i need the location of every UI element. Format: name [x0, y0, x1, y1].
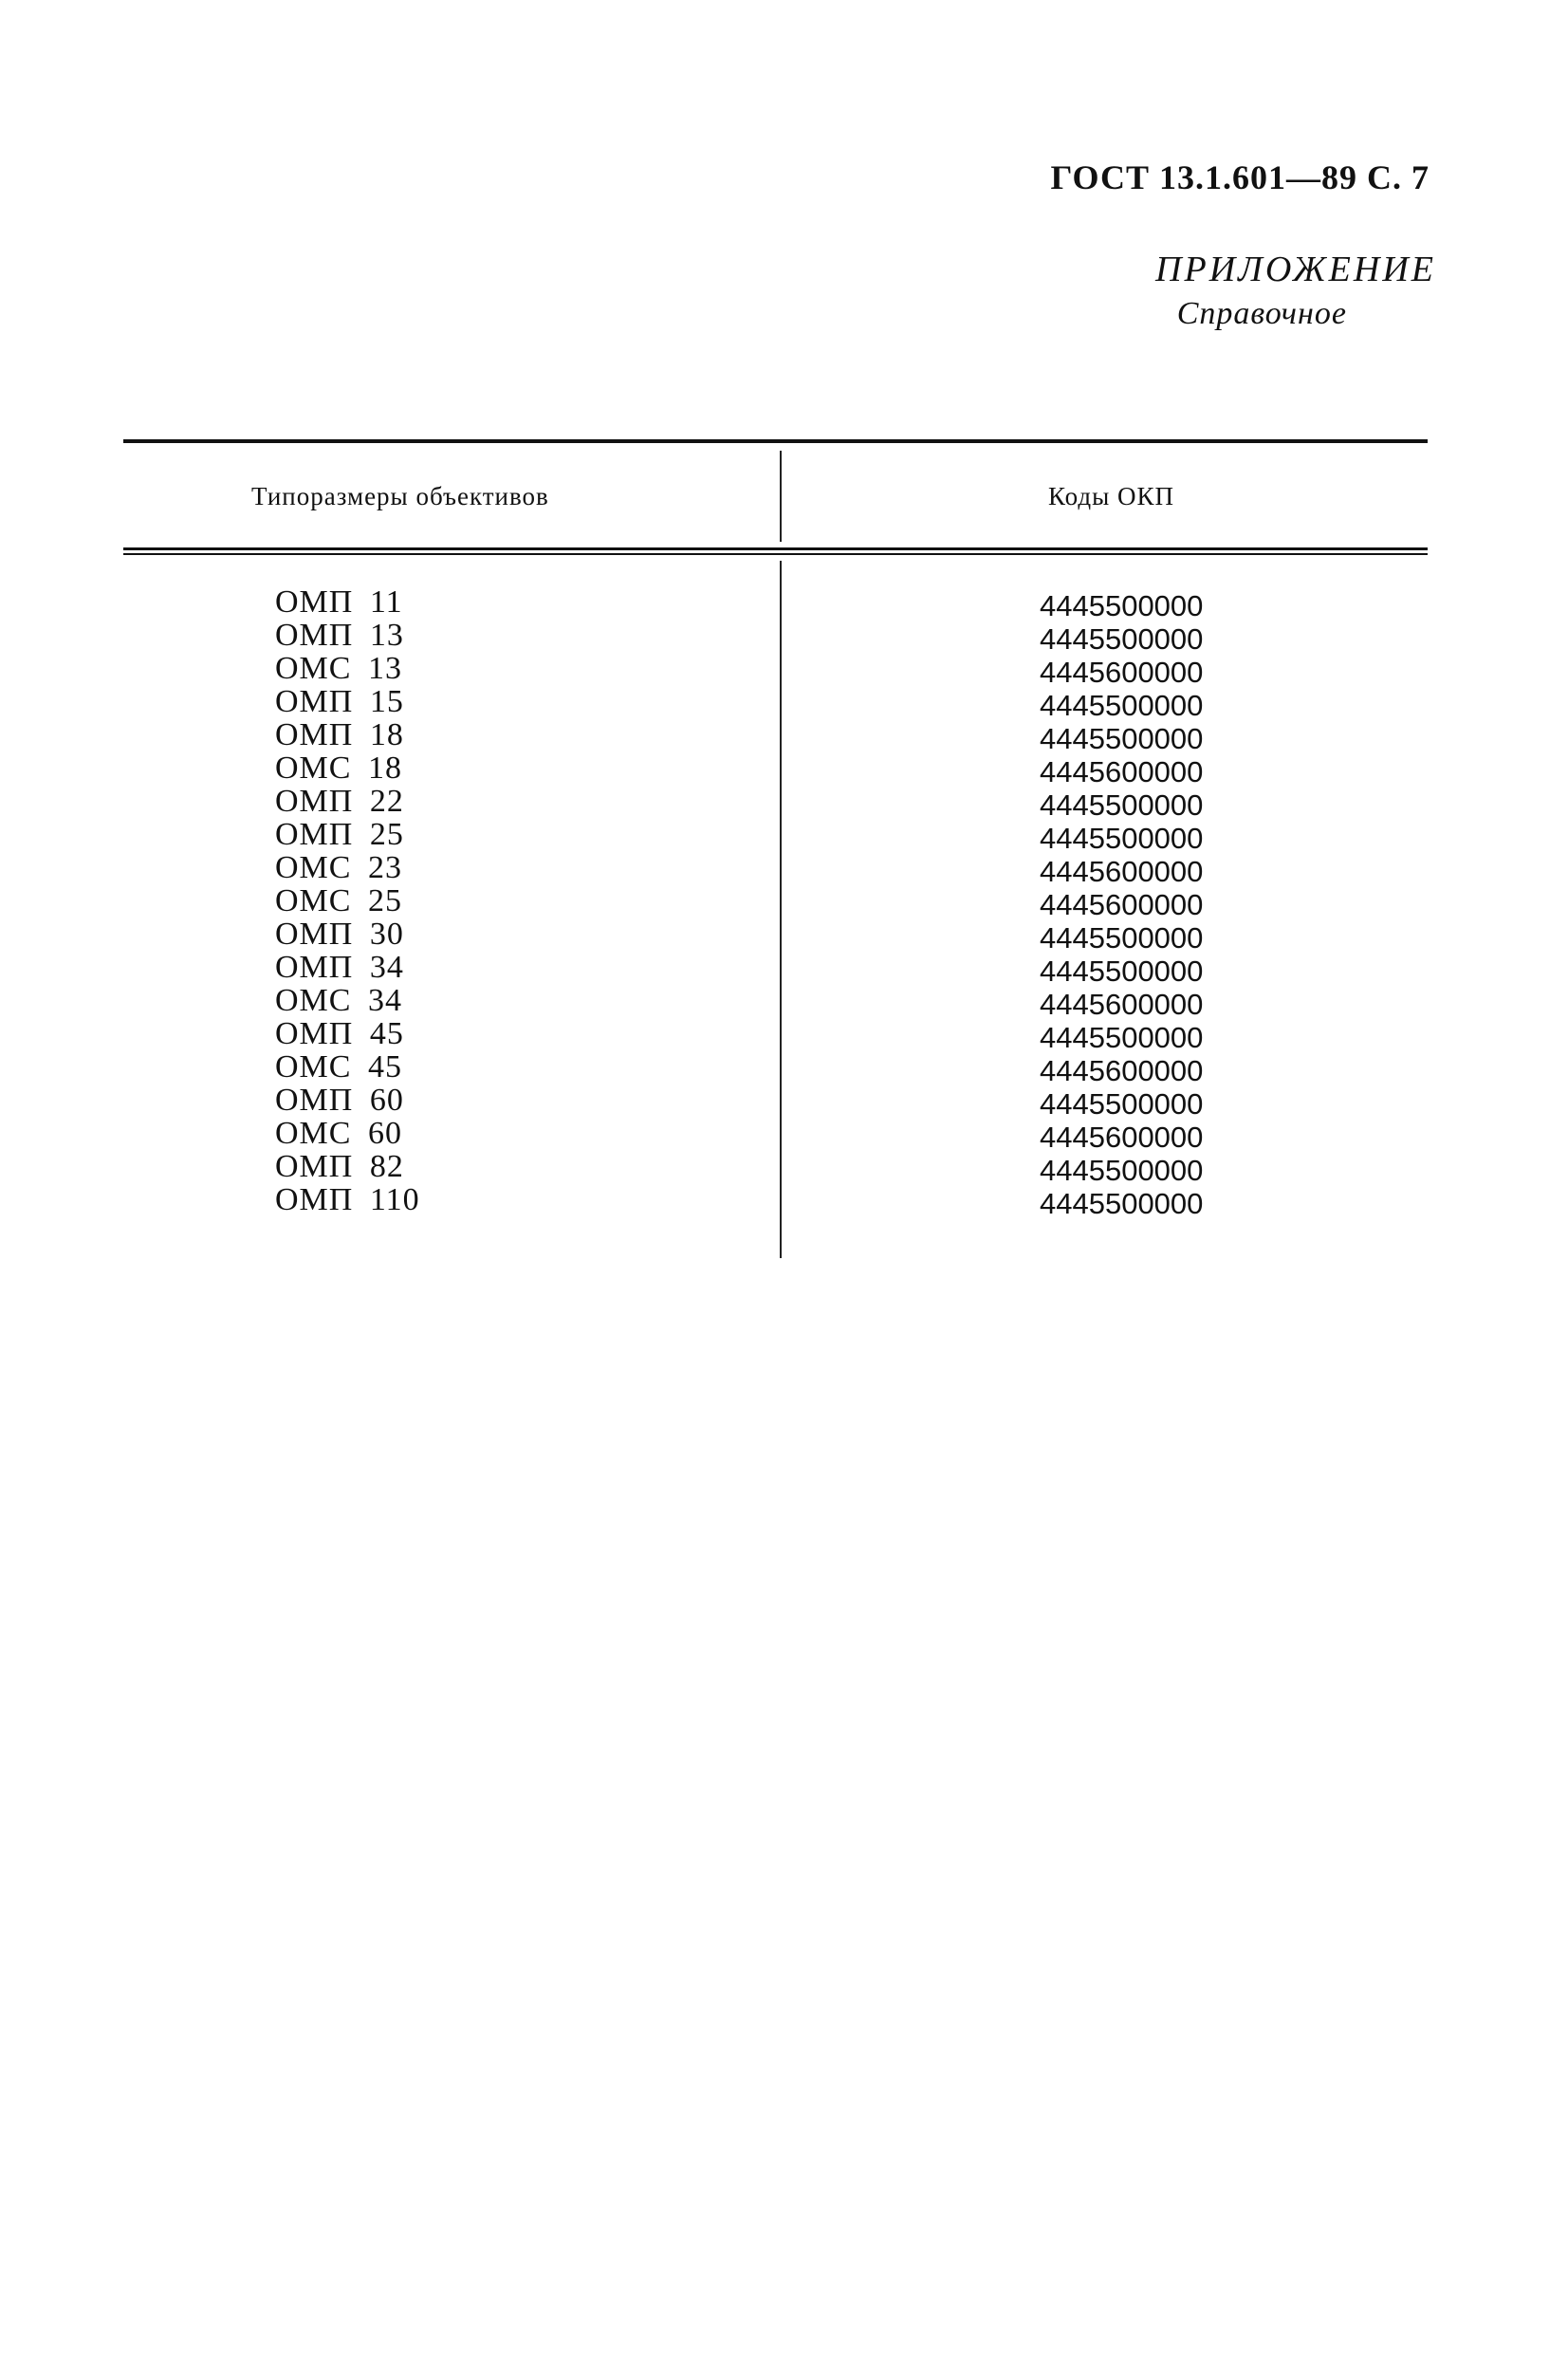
- header-column-divider: [780, 451, 782, 542]
- size-cell: ОМС 18: [275, 751, 402, 786]
- size-cell: ОМП 13: [275, 618, 404, 653]
- codes-table: [123, 439, 1428, 1255]
- code-cell: 4445500000: [1040, 689, 1204, 722]
- size-cell: ОМП 30: [275, 917, 404, 952]
- header-bottom-rule-double: [123, 553, 1428, 555]
- size-cell: ОМП 110: [275, 1182, 420, 1217]
- code-column: [1040, 589, 1343, 1220]
- size-cell: ОМП 60: [275, 1083, 404, 1118]
- code-cell: 4445600000: [1040, 1121, 1204, 1154]
- size-cell: ОМП 25: [275, 817, 404, 852]
- size-cell: ОМП 45: [275, 1016, 404, 1051]
- code-cell: 4445500000: [1040, 788, 1204, 822]
- code-cell: 4445500000: [1040, 1021, 1204, 1054]
- code-cell: 4445600000: [1040, 855, 1204, 888]
- size-cell: ОМП 15: [275, 684, 404, 719]
- size-cell: ОМП 18: [275, 717, 404, 752]
- code-cell: 4445600000: [1040, 1054, 1204, 1087]
- size-cell: ОМС 34: [275, 983, 402, 1018]
- size-column: [275, 585, 560, 1216]
- size-cell: ОМС 23: [275, 850, 402, 885]
- code-cell: 4445500000: [1040, 1154, 1204, 1187]
- appendix-title: ПРИЛОЖЕНИЕ: [1155, 250, 1436, 289]
- size-cell: ОМС 45: [275, 1049, 402, 1084]
- column-header-size: Типоразмеры объективов: [251, 482, 549, 510]
- code-cell: 4445500000: [1040, 1187, 1204, 1220]
- code-cell: 4445600000: [1040, 656, 1204, 689]
- code-cell: 4445500000: [1040, 955, 1204, 988]
- page-header: ГОСТ 13.1.601—89 С. 7: [1050, 158, 1430, 196]
- body-column-divider: [780, 561, 782, 1258]
- code-cell: 4445600000: [1040, 755, 1204, 788]
- code-cell: 4445500000: [1040, 921, 1204, 955]
- header-bottom-rule: [123, 547, 1428, 550]
- code-cell: 4445600000: [1040, 888, 1204, 921]
- size-cell: ОМС 25: [275, 883, 402, 918]
- size-cell: ОМП 11: [275, 584, 403, 620]
- code-cell: 4445500000: [1040, 822, 1204, 855]
- table-top-rule: [123, 439, 1428, 443]
- size-cell: ОМП 34: [275, 950, 404, 985]
- size-cell: ОМС 13: [275, 651, 402, 686]
- appendix-subtitle: Справочное: [1176, 296, 1347, 331]
- size-cell: ОМП 82: [275, 1149, 404, 1184]
- code-cell: 4445600000: [1040, 988, 1204, 1021]
- code-cell: 4445500000: [1040, 589, 1204, 622]
- size-cell: ОМС 60: [275, 1116, 402, 1151]
- code-cell: 4445500000: [1040, 722, 1204, 755]
- code-cell: 4445500000: [1040, 622, 1204, 656]
- column-header-code: Коды ОКП: [1048, 482, 1175, 510]
- size-cell: ОМП 22: [275, 784, 404, 819]
- code-cell: 4445500000: [1040, 1087, 1204, 1121]
